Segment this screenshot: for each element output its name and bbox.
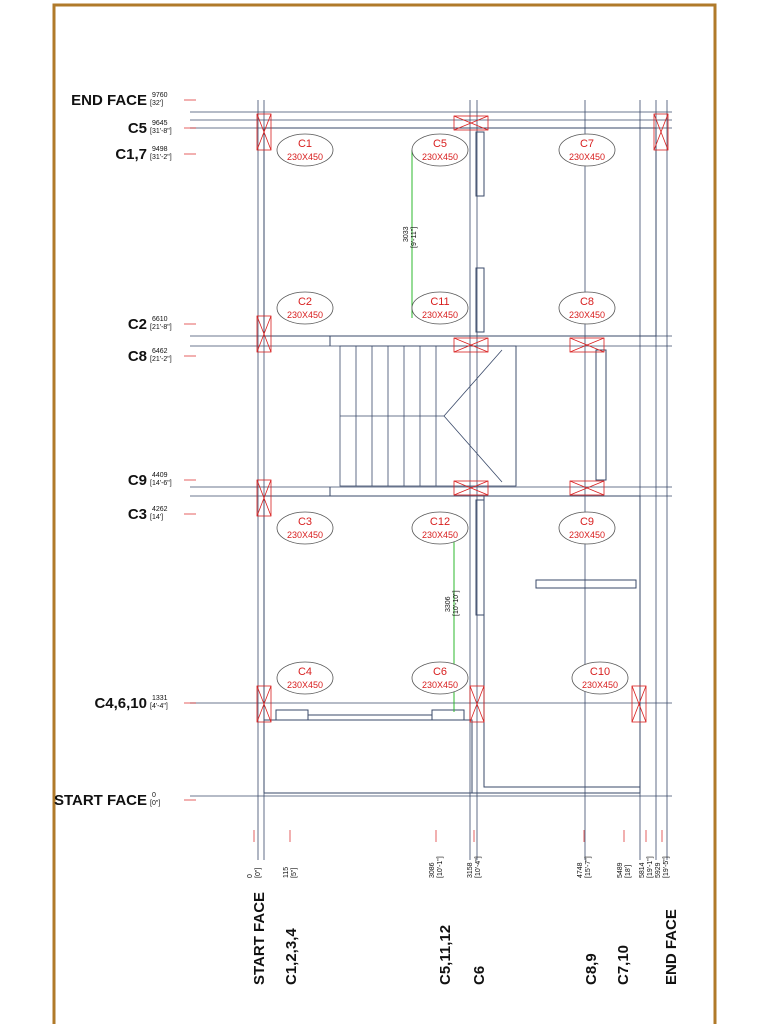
column-size: 230X450 bbox=[421, 680, 459, 690]
column-dim bbox=[617, 830, 632, 878]
row-ftin: [32'] bbox=[150, 100, 164, 107]
column-c12 bbox=[412, 512, 468, 544]
dim-mm: 3158 bbox=[467, 862, 474, 878]
column-label: C12 bbox=[429, 516, 451, 528]
column-size: 230X450 bbox=[568, 152, 606, 162]
row-label: C3 bbox=[127, 506, 147, 523]
column-dim bbox=[429, 830, 444, 878]
row-mm: 9760 bbox=[152, 92, 168, 99]
column-c3 bbox=[277, 512, 333, 544]
dim-ftin: [19'-1"] bbox=[647, 856, 654, 878]
c5-row bbox=[128, 120, 196, 137]
column-label: C6 bbox=[432, 666, 448, 678]
row-label: C8 bbox=[127, 348, 147, 365]
column-c4 bbox=[277, 662, 333, 694]
column-size: 230X450 bbox=[421, 310, 459, 320]
column-dim bbox=[639, 830, 654, 878]
column-size: 230X450 bbox=[286, 530, 324, 540]
row-mm: 1331 bbox=[152, 695, 168, 702]
column-group-label: START FACE bbox=[251, 891, 268, 985]
column-label: C1 bbox=[297, 138, 313, 150]
column-label: C3 bbox=[297, 516, 313, 528]
column-size: 230X450 bbox=[568, 310, 606, 320]
row-ftin: [0"] bbox=[150, 800, 161, 807]
column-size: 230X450 bbox=[421, 152, 459, 162]
span-lower-ftin: [10'-10"] bbox=[453, 590, 460, 616]
dim-mm: 3086 bbox=[429, 862, 436, 878]
c1-7-row bbox=[115, 146, 196, 163]
column-size: 230X450 bbox=[286, 680, 324, 690]
row-labels bbox=[54, 92, 196, 809]
c4-6-10-row bbox=[94, 695, 196, 712]
column-group-label: C8,9 bbox=[583, 953, 600, 985]
row-mm: 4262 bbox=[152, 506, 168, 513]
dim-mm: 115 bbox=[283, 866, 290, 878]
c8-row bbox=[128, 348, 196, 365]
column-dim bbox=[283, 830, 298, 878]
column-group-label: C6 bbox=[471, 965, 488, 985]
row-mm: 0 bbox=[152, 792, 156, 799]
column-size: 230X450 bbox=[286, 152, 324, 162]
row-mm: 4409 bbox=[152, 472, 168, 479]
column-c11 bbox=[412, 292, 468, 324]
column-size: 230X450 bbox=[421, 530, 459, 540]
dim-mm: 0 bbox=[247, 874, 254, 878]
dim-ftin: [18'] bbox=[625, 864, 632, 878]
column-c8 bbox=[559, 292, 615, 324]
column-c10 bbox=[572, 662, 628, 694]
column-label: C5 bbox=[432, 138, 448, 150]
row-label: START FACE bbox=[53, 792, 147, 809]
row-ftin: [31'-8"] bbox=[150, 128, 172, 135]
row-label: END FACE bbox=[71, 92, 147, 109]
column-label: C10 bbox=[589, 666, 611, 678]
column-c2 bbox=[277, 292, 333, 324]
dim-mm: 5489 bbox=[617, 862, 624, 878]
c9-row bbox=[128, 472, 196, 489]
column-size: 230X450 bbox=[286, 310, 324, 320]
column-label: C11 bbox=[430, 296, 450, 308]
row-mm: 6610 bbox=[152, 316, 168, 323]
column-size: 230X450 bbox=[581, 680, 619, 690]
row-label: C9 bbox=[127, 472, 147, 489]
row-ftin: [14'] bbox=[150, 514, 164, 521]
span-upper-mm: 3033 bbox=[403, 226, 410, 242]
c3-row bbox=[128, 506, 196, 523]
column-dim bbox=[655, 830, 670, 878]
column-group-label: END FACE bbox=[663, 909, 680, 985]
column-c9 bbox=[559, 512, 615, 544]
row-label: C5 bbox=[127, 120, 147, 137]
dim-mm: 4748 bbox=[577, 862, 584, 878]
dim-ftin: [10'-1"] bbox=[437, 856, 444, 878]
row-label: C4,6,10 bbox=[94, 695, 147, 712]
row-mm: 9498 bbox=[152, 146, 168, 153]
dim-mm: 5814 bbox=[639, 862, 646, 878]
column-c7 bbox=[559, 134, 615, 166]
column-group-label: C5,11,12 bbox=[437, 924, 454, 985]
dim-ftin: [5"] bbox=[291, 867, 298, 878]
dim-ftin: [0"] bbox=[255, 867, 262, 878]
column-dim bbox=[247, 830, 262, 878]
column-dim bbox=[467, 830, 482, 878]
column-dimensions bbox=[247, 830, 670, 878]
row-ftin: [21'-8"] bbox=[150, 324, 172, 331]
column-label: C9 bbox=[579, 516, 595, 528]
row-ftin: [4'-4"] bbox=[150, 703, 168, 710]
dim-ftin: [19'-5"] bbox=[663, 856, 670, 878]
column-size: 230X450 bbox=[568, 530, 606, 540]
column-group-label: C7,10 bbox=[615, 944, 632, 985]
row-ftin: [31'-2"] bbox=[150, 154, 172, 161]
column-label: C4 bbox=[297, 666, 313, 678]
column-c1 bbox=[277, 134, 333, 166]
row-mm: 9645 bbox=[152, 120, 168, 127]
row-ftin: [21'-2"] bbox=[150, 356, 172, 363]
staircase bbox=[340, 346, 516, 486]
column-group-labels bbox=[251, 892, 680, 985]
column-label: C8 bbox=[579, 296, 595, 308]
row-mm: 6462 bbox=[152, 348, 168, 355]
column-c5 bbox=[412, 134, 468, 166]
column-label: C2 bbox=[297, 296, 313, 308]
row-label: C1,7 bbox=[115, 146, 147, 163]
dim-mm: 5929 bbox=[655, 862, 662, 878]
column-c6 bbox=[412, 662, 468, 694]
column-group-label: C1,2,3,4 bbox=[283, 928, 300, 985]
end-face-row bbox=[71, 92, 196, 109]
row-label: C2 bbox=[127, 316, 147, 333]
column-dim bbox=[577, 830, 592, 878]
row-ftin: [14'-6"] bbox=[150, 480, 172, 487]
span-lower-mm: 3306 bbox=[445, 596, 452, 612]
span-upper-ftin: [9'-11"] bbox=[411, 226, 418, 248]
dim-ftin: [15'-7"] bbox=[585, 856, 592, 878]
c2-row bbox=[128, 316, 196, 333]
dim-ftin: [10'-4"] bbox=[475, 856, 482, 878]
column-label: C7 bbox=[579, 138, 595, 150]
start-face-row bbox=[54, 792, 196, 809]
